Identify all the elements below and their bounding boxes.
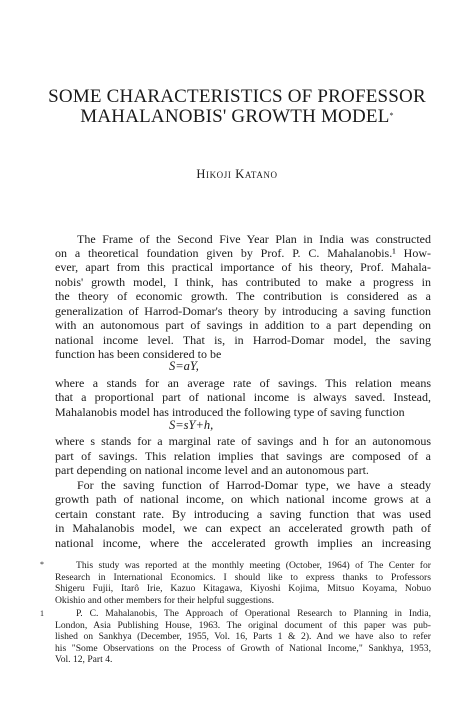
body-line: where s stands for a marginal rate of savings and h for an autonomous <box>55 434 431 448</box>
body-line: national income, where the accelerated growth implies an increasing <box>55 536 431 550</box>
body-line: Mahalanobis model has introduced the following type of saving function <box>55 405 405 419</box>
formula-harrod-domar: S=aY, <box>169 359 199 373</box>
body-line: that a proportional part of national income is always saved. Instead, <box>55 390 431 404</box>
footnote-line: This study was reported at the monthly meeting (October, 1964) of The Center for <box>76 560 431 571</box>
body-line: The Frame of the Second Five Year Plan in India was constructed <box>77 232 431 246</box>
body-line: the theory of economic growth. The contribution is considered as a <box>55 289 431 303</box>
footnote-line: his "Some Observations on the Process of Growth of National Income," Sankhya, 1953, <box>55 643 431 654</box>
footnote-star-mark: * <box>40 560 44 569</box>
footnote-line: Vol. 12, Part 4. <box>55 654 113 665</box>
footnote-line: London, Asia Publishing House, 1963. The original document of this paper was pub- <box>55 620 431 631</box>
body-line: certain constant rate. By introducing a saving function that was used <box>55 507 431 521</box>
body-line: For the saving function of Harrod-Domar type, we have a steady <box>77 478 431 492</box>
body-line: nobis' growth model, I think, has contributed to make a progress in <box>55 275 431 289</box>
footnote-line: Okishio and other members for their helpful suggestions. <box>55 595 275 606</box>
body-line: generalization of Harrod-Domar's theory by introducing a saving function <box>55 304 431 318</box>
body-line: part of savings. This relation implies that savings are composed of a <box>55 449 431 463</box>
title-line-2-wrap <box>0 106 474 127</box>
body-line: growth path of national income, on which national income grows at a <box>55 492 431 506</box>
body-line: ever, apart from this practical importance of his theory, Prof. Mahala- <box>55 260 431 274</box>
title-footnote-mark: * <box>389 111 394 120</box>
title-line-1: SOME CHARACTERISTICS OF PROFESSOR <box>48 86 426 107</box>
footnote-line: P. C. Mahalanobis, The Approach of Operational Research to Planning in India, <box>76 608 431 619</box>
body-line: in Mahalanobis model, we can expect an accelerated growth path of <box>55 521 431 535</box>
title-line-2: MAHALANOBIS' GROWTH MODEL <box>80 106 390 127</box>
body-line: function has been considered to be <box>55 347 222 361</box>
body-line: with an autonomous part of savings in addition to a part depending on <box>55 318 431 332</box>
body-line: where a stands for an average rate of savings. This relation means <box>55 376 431 390</box>
footnote-line: Research in International Economics. I should like to express thanks to Professors <box>55 572 431 583</box>
footnote-line: Shigeru Fujii, Itarô Irie, Kazuo Kitagawa, Kiyoshi Kojima, Mitsuo Koyama, Nobuo <box>55 583 431 594</box>
footnote-1-mark: 1 <box>40 609 44 618</box>
formula-mahalanobis: S=sY+h, <box>169 418 214 432</box>
author-name: Hikoji Katano <box>196 167 278 181</box>
body-line: on a theoretical foundation given by Prof. P. C. Mahalanobis.¹ How- <box>55 246 431 260</box>
body-line: part depending on national income level and an autonomous part. <box>55 463 369 477</box>
footnote-line: lished on Sankhya (December, 1955, Vol. 16, Parts 1 & 2). And we have also to refer <box>55 631 431 642</box>
body-line: national income level. That is, in Harrod-Domar model, the saving <box>55 333 431 347</box>
